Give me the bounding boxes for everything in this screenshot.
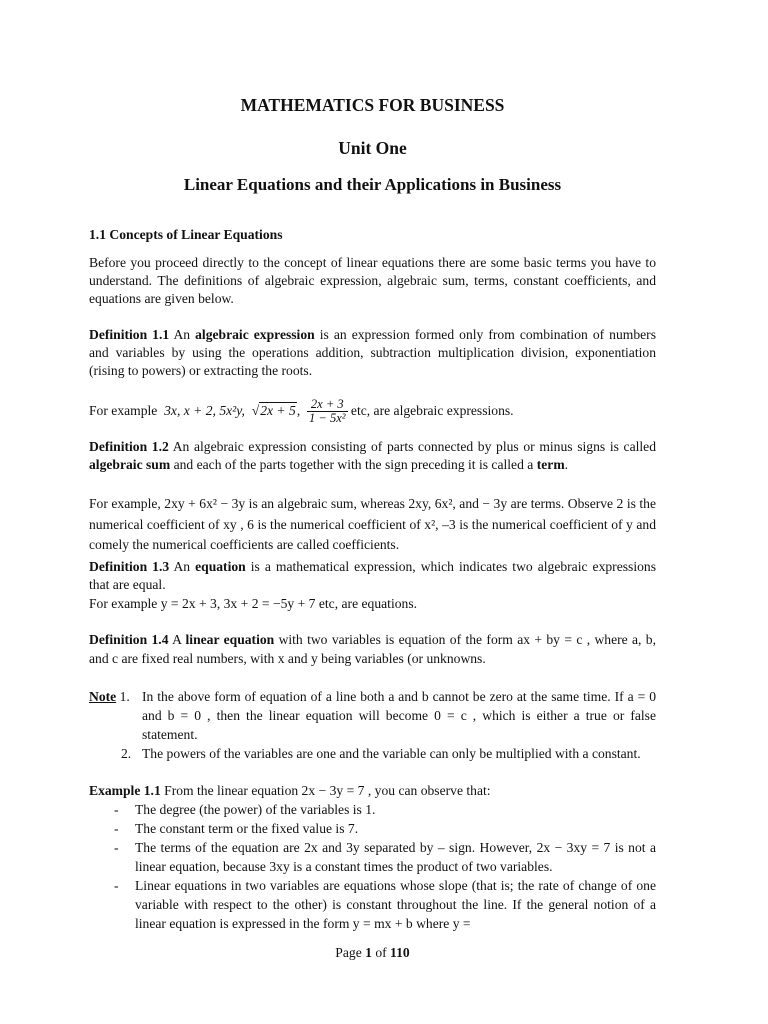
list-item: - The degree (the power) of the variables is 1. xyxy=(89,800,656,819)
note-item-1: In the above form of equation of a line both a and b cannot be zero at the same time. If a = 0 and b = 0 , then the linear equation will become 0 = c , which is either a true or false statement. xyxy=(142,689,656,742)
intro-paragraph: Before you proceed directly to the concept of linear equations there are some basic terms you have to understand. The definitions of algebraic expression, algebraic sum, terms, constant coefficients, and equations are given below. xyxy=(89,255,656,306)
document-title: MATHEMATICS FOR BUSINESS xyxy=(240,95,505,115)
definition-label: Definition 1.2 xyxy=(89,439,169,454)
note-item-2: The powers of the variables are one and the variable can only be multiplied with a constant. xyxy=(142,746,641,761)
definition-label: Definition 1.3 xyxy=(89,559,170,574)
definition-1-1-example: For example 3x, x + 2, 5x²y, √2x + 5, $\frac{2x + 3}{\text{1 − 5x²}}$ etc, are algebraic expressions. xyxy=(89,397,514,426)
fraction: $\frac{2x + 3}{\text{1 − 5x²}}$ xyxy=(309,397,346,426)
chapter-title: Linear Equations and their Applications in Business xyxy=(183,175,562,194)
definition-1-1: Definition 1.1 An algebraic expression is an expression formed only from combination of numbers and variables by using the operations addition, subtraction multiplication division, exponentiation (rising to powers) or extracting the roots. xyxy=(89,327,656,378)
page-footer: Page 1 of 110 xyxy=(335,945,410,960)
list-item: - Linear equations in two variables are equations whose slope (that is; the rate of change of one variable with respect to the other) is constant throughout the line. If the general notion of a linear equation is expressed in the form y = mx + b where y = xyxy=(89,876,656,933)
definition-1-2: Definition 1.2 An algebraic expression consisting of parts connected by plus or minus signs is called algebraic sum and each of the parts together with the sign preceding it is called a term. xyxy=(89,439,656,472)
definition-term: algebraic sum xyxy=(89,457,171,472)
unit-title: Unit One xyxy=(338,138,407,158)
example-label: Example 1.1 xyxy=(89,783,161,798)
list-item: - The terms of the equation are 2x and 3y separated by – sign. However, 2x − 3xy = 7 is not a linear equation, because 3xy is a constant times the product of two variables. xyxy=(89,838,656,876)
definition-1-2-example: For example, 2xy + 6x² − 3y is an algebraic sum, whereas 2xy, 6x², and − 3y are terms. Observe 2 is the numerical coefficient of xy , 6 is the numerical coefficient of x², –3 is the numerical coefficient of y and comely the numerical coefficients are called coefficients. xyxy=(89,496,656,552)
example-bullet-list xyxy=(89,800,656,933)
definition-label: Definition 1.1 xyxy=(89,327,170,342)
definition-1-3-example: For example y = 2x + 3, 3x + 2 = −5y + 7 etc, are equations. xyxy=(89,596,418,611)
definition-term: linear equation xyxy=(185,632,275,647)
note-block: Note 1. In the above form of equation of a line both a and b cannot be zero at the same time. If a = 0 and b = 0 , then the linear equation will become 0 = c , which is either a true or false statement. 2. The powers of the variables are one and the variable can only be multiplied with a constant. xyxy=(89,689,656,761)
page-total: 110 xyxy=(390,945,410,960)
note-label: Note xyxy=(89,689,117,704)
definition-1-3: Definition 1.3 An equation is a mathematical expression, which indicates two algebraic expressions that are equal. xyxy=(89,559,656,592)
definition-term: term xyxy=(536,457,565,472)
example-1-1: Example 1.1 From the linear equation 2x − 3y = 7 , you can observe that: - The degree (the power) of the variables is 1. - The constant term or the fixed value is 7. - The terms of the equation are 2x and 3y separated by – sign. However, 2x − 3xy = 7 is not a linear equation, because 3xy is a constant times the product of two variables. - Linear equations in two variables are equations whose slope (that is; the rate of change of one variable with respect to the other) is constant throughout the line. If the general notion of a linear equation is expressed in the form y = mx + b where y = xyxy=(89,781,656,933)
list-item: - The constant term or the fixed value is 7. xyxy=(89,819,656,838)
definition-label: Definition 1.4 xyxy=(89,632,169,647)
definition-term: equation xyxy=(195,559,246,574)
definition-term: algebraic expression xyxy=(195,327,315,342)
definition-1-4: Definition 1.4 A linear equation with two variables is equation of the form ax + by = c , where a, b, and c are fixed real numbers, with x and y being variables (or unknowns. xyxy=(89,632,656,666)
page-number: 1 xyxy=(365,945,372,960)
section-heading: 1.1 Concepts of Linear Equations xyxy=(89,227,283,242)
